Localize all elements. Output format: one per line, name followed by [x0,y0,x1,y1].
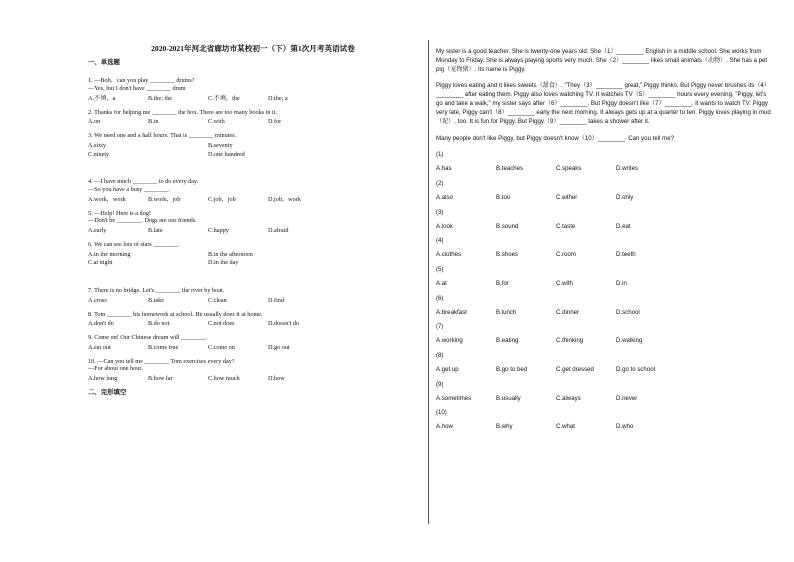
answer-option[interactable]: D.find [268,296,284,304]
cloze-number: (9) [436,380,444,388]
answer-option[interactable]: A.breakfast [436,308,467,316]
answer-option[interactable]: C.job，job [208,195,236,203]
answer-option[interactable]: D.writes [616,165,639,173]
answer-option[interactable]: A.how [436,423,453,431]
answer-option[interactable]: D.afraid [268,227,289,235]
answer-option[interactable]: D.eat [616,222,631,230]
answer-option[interactable]: B.eating [496,337,519,345]
question-text: —Don't be ________. Dogs are our friends. [88,217,197,225]
answer-option[interactable]: D.go out [268,343,290,351]
answer-option[interactable]: B.sound [496,222,519,230]
passage-paragraph: Piggy loves eating and it likes sweets（甜食）. "They（3）________ great," Piggy thinks. But Piggy never brushes its（4）________ after eating them. Piggy also loves watching TV. It watches TV（5）________ hours every evening. "Piggy, let's go and take a walk," my sister says after（6）________. But Piggy doesn't like（7）________. It wants to watch TV. Piggy very late, Piggy can't（8）________ early the next morning. It always gets up at a quarter to ten. Piggy loves playing in mud（泥）, too. It is fun for Piggy. But Piggy（9）________ takes a shower after it. [436,82,771,125]
question-text: —Yes, but I don't have ________ drum [88,85,186,93]
answer-option[interactable]: A.look [436,222,453,230]
section-heading-single-choice: 一、单选题 [88,59,120,67]
answer-option[interactable]: D.in [616,279,627,287]
question-text: 2. Thanks for helping me ________ the box. There are too many books in it. [88,108,277,116]
answer-option[interactable]: D.in the day [208,259,239,267]
answer-option[interactable]: D.job，work [268,195,301,203]
question-item [88,132,418,158]
option-group [436,251,772,260]
answer-option[interactable]: C.speaks [556,165,582,173]
answer-option[interactable]: B.seventy [208,141,233,149]
answer-option[interactable]: C.with [556,279,573,287]
answer-option[interactable]: B.the; the [148,94,173,102]
cloze-item [436,209,772,232]
answer-option[interactable]: C.get dressed [556,365,594,373]
answer-option[interactable]: C.dinner [556,308,580,316]
cloze-item [436,266,772,289]
answer-option[interactable]: B.usually [496,394,521,402]
question-text: 1. —Bob，can you play ________ drums? [88,77,195,85]
answer-option[interactable]: B.in the afternoon [208,250,253,258]
answer-option[interactable]: B.teaches [496,165,524,173]
question-list [88,77,418,383]
cloze-item [436,180,772,203]
question-text: 4. —I have much ________ to do every day. [88,178,199,186]
cloze-item [436,323,772,346]
question-text: 9. Come on! Our Chinese dream will ________. [88,334,208,342]
cloze-item [436,409,772,432]
question-text: 7. There is no bridge. Let's ________ the river by boat. [88,287,225,295]
answer-option[interactable]: A.working [436,337,463,345]
answer-option[interactable]: A.on [88,118,101,126]
cloze-number: (7) [436,323,444,331]
cloze-number: (5) [436,266,444,274]
cloze-item [436,237,772,260]
answer-option[interactable]: C.happy [208,227,229,235]
cloze-number: (10) [436,409,447,417]
option-group [436,280,772,289]
question-item [88,287,418,305]
option-group [88,320,418,328]
option-group [436,366,772,375]
question-item [88,334,418,352]
answer-option[interactable]: B.too [496,193,511,201]
answer-option[interactable]: C.not does [208,320,235,328]
answer-option[interactable]: A.get up [436,365,459,373]
cloze-number: (4) [436,237,444,245]
answer-option[interactable]: B.late [148,227,163,235]
answer-option[interactable]: D.how [268,375,285,383]
answer-option[interactable]: B.work，job [148,195,181,203]
answer-option[interactable]: A.work，work [88,195,126,203]
answer-option[interactable]: A.sometimes [436,394,472,402]
question-item [88,109,418,127]
cloze-passage [436,48,772,143]
answer-option[interactable]: C.with [208,118,225,126]
question-text: 5. —Help! Here is a dog! [88,209,151,217]
answer-option[interactable]: B.for [496,279,509,287]
passage-paragraph: Many people don't like Piggy, but Piggy doesn't know（10）________. Can you tell me? [436,134,674,142]
option-group [88,118,418,126]
answer-option[interactable]: C.room [556,251,576,259]
cloze-number: (3) [436,208,444,216]
question-item [88,358,418,383]
answer-option[interactable]: D.one hundred [208,150,245,158]
answer-option[interactable]: A.eat out [88,343,111,351]
question-item [88,210,418,235]
answer-option[interactable]: C.at night [88,259,113,267]
answer-option[interactable]: D.for [268,118,282,126]
answer-option[interactable]: B.shoes [496,251,519,259]
answer-option[interactable]: B.lunch [496,308,517,316]
answer-option[interactable]: B.why [496,423,513,431]
answer-option[interactable]: D.never [616,394,638,402]
answer-option[interactable]: B.come true [148,343,179,351]
passage-paragraph: My sister is a good teacher. She is twenty-one years old. She（1）________ English in a middle school. She works from Monday to Friday. She is always playing sports very much. She（2）________ likes small animals（动物）. She has a pet pig（宠物猪）. Its name is Piggy. [436,48,768,73]
answer-option[interactable]: D.teeth [616,251,636,259]
column-divider [428,40,429,524]
answer-option[interactable]: C.always [556,394,581,402]
answer-option[interactable]: D.who [616,423,634,431]
answer-option[interactable]: D.only [616,193,634,201]
answer-option[interactable]: A.how long [88,375,118,383]
answer-option[interactable]: A.has [436,165,452,173]
page-title: 2020-2021年河北省廊坊市某校初一（下）第1次月考英语试卷 [151,44,355,53]
question-item [88,241,418,267]
option-group [88,375,418,383]
answer-option[interactable]: B.in [148,118,159,126]
answer-option[interactable]: C.come on [208,343,235,351]
option-group [436,337,772,346]
answer-option[interactable]: A.early [88,227,107,235]
answer-option[interactable]: C.taste [556,222,576,230]
cloze-number: (8) [436,352,444,360]
cloze-item [436,151,772,174]
question-text: 8. Tom ________ his homework at school. He usually does it at home. [88,310,263,318]
section-heading-cloze: 二、完形填空 [88,388,127,396]
question-text: 10. —Can you tell me ________ Tom exercises every day? [88,357,235,365]
answer-option[interactable]: D.doesn't do [268,320,300,328]
cloze-number: (2) [436,180,444,188]
cloze-question-list [436,151,772,432]
option-group [88,196,418,204]
answer-option[interactable]: A.不填，a [88,94,116,102]
answer-option[interactable]: A.at [436,279,447,287]
cloze-number: (6) [436,294,444,302]
option-group [436,223,772,232]
question-text: 3. We need one and a half hours. That is ________ minutes. [88,132,237,140]
question-item [88,77,418,102]
option-group [88,95,418,103]
option-group [436,165,772,174]
option-group [436,395,772,404]
option-group [88,297,418,305]
answer-option[interactable]: B.do not [148,320,170,328]
left-column [88,40,418,397]
spacer [88,273,418,287]
option-group [88,344,418,352]
answer-option[interactable]: A.in the morning [88,250,131,258]
option-group [436,309,772,318]
question-item [88,311,418,329]
answer-option[interactable]: D.go to school [616,365,655,373]
answer-option[interactable]: C.thinking [556,337,584,345]
answer-option[interactable]: C.how much [208,375,240,383]
answer-option[interactable]: C.clean [208,296,227,304]
question-text: 6. We can see lots of stars ________. [88,240,180,248]
cloze-item [436,295,772,318]
answer-option[interactable]: C.不填，the [208,94,240,102]
cloze-number: (1) [436,151,444,159]
answer-option[interactable]: A.don't do [88,320,114,328]
answer-option[interactable]: A.sixty [88,141,107,149]
option-group [88,251,418,268]
answer-option[interactable]: D.school [616,308,640,316]
answer-option[interactable]: B.take [148,296,164,304]
answer-option[interactable]: A.cross [88,296,107,304]
answer-option[interactable]: C.ninety [88,150,110,158]
spacer [88,164,418,178]
question-text: —So you have a busy ________. [88,186,171,194]
answer-option[interactable]: D.the; a [268,94,288,102]
option-group [88,142,418,159]
answer-option[interactable]: B.how far [148,375,173,383]
option-group [88,227,418,235]
answer-option[interactable]: D.walking [616,337,643,345]
answer-option[interactable]: B.go to bed [496,365,528,373]
cloze-item [436,352,772,375]
answer-option[interactable]: C.what [556,423,575,431]
answer-option[interactable]: A.clothes [436,251,462,259]
cloze-item [436,381,772,404]
option-group [436,423,772,432]
question-text: —For about one hour. [88,365,143,373]
answer-option[interactable]: C.either [556,193,578,201]
answer-option[interactable]: A.also [436,193,453,201]
question-item [88,178,418,203]
option-group [436,194,772,203]
right-column [436,48,772,432]
